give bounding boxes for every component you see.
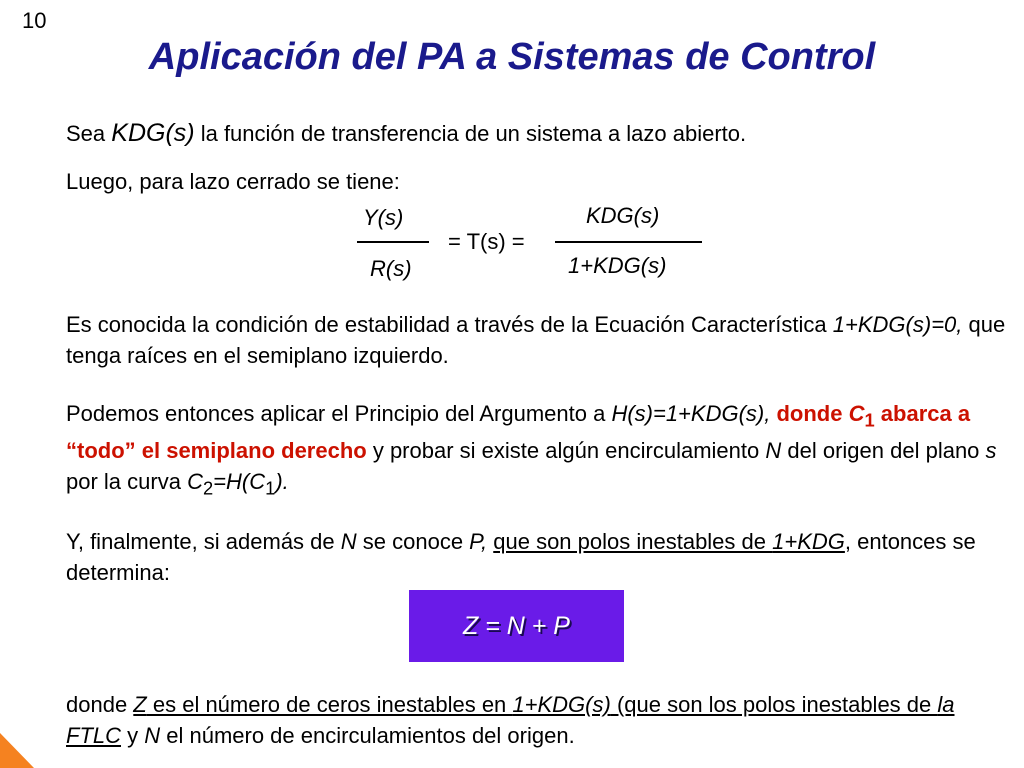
paragraph-stability (66, 309, 1011, 371)
characteristic-equation: 1+KDG(s)=0, (832, 312, 963, 337)
text: ). (275, 469, 289, 495)
text: Podemos entonces aplicar el Principio del Argumento a (66, 401, 612, 426)
text: , entonces se determina: (66, 529, 976, 585)
text: por la curva (66, 469, 188, 495)
text: Es conocida la condición de estabilidad a través de la Ecuación Característica (66, 312, 833, 337)
underlined-text: 1+KDG(s) (512, 692, 611, 717)
text: donde (776, 401, 849, 426)
contour-c1: C (848, 401, 865, 426)
symbol-n: N (144, 723, 161, 748)
symbol-p: P, (469, 529, 488, 554)
contour-c2: C (187, 469, 203, 495)
underlined-text: es el número de ceros inestables en (146, 692, 513, 717)
symbol-n: N (765, 438, 782, 464)
paragraph-closed-loop: Luego, para lazo cerrado se tiene: (66, 169, 400, 194)
nyquist-criterion-box (409, 590, 624, 662)
text: donde (66, 692, 134, 717)
fraction-bar (357, 241, 429, 243)
text: se conoce (356, 529, 470, 554)
paragraph-definition (66, 118, 1011, 149)
slide-title: Aplicación del PA a Sistemas de Control (148, 36, 876, 78)
slide-number: 10 (22, 8, 47, 33)
paragraph-definitions (66, 689, 1011, 751)
text: y (121, 723, 145, 748)
underlined-text: (que son los polos inestables de (610, 692, 938, 717)
symbol-s: s (985, 438, 997, 464)
subscript: 1 (265, 477, 276, 499)
text: que tenga raíces en el semiplano izquierdo. (66, 312, 1006, 368)
transfer-function-formula (330, 200, 730, 290)
subscript: 1 (864, 409, 875, 431)
nyquist-criterion-equation: Z = N + P (463, 611, 570, 640)
text: Sea (66, 121, 112, 146)
paragraph-argument-principle (66, 398, 1011, 504)
text: y probar si existe algún encirculamiento (366, 438, 766, 464)
paragraph-unstable-poles (66, 526, 1011, 588)
corner-decoration (0, 733, 34, 768)
text: =H(C (213, 469, 266, 495)
text: la función de transferencia de un sistema a lazo abierto. (194, 121, 747, 146)
text: Y, finalmente, si además de (66, 529, 341, 554)
text: del origen del plano (781, 438, 986, 464)
symbol-n: N (340, 529, 357, 554)
fraction-bar (555, 241, 702, 243)
formula-equals: = T(s) = (448, 229, 525, 254)
formula-numerator: KDG(s) (586, 203, 660, 228)
underlined-text: 1+KDG (772, 529, 845, 554)
underlined-text: que son polos inestables de (493, 529, 773, 554)
text: abarca a “todo” el semiplano derecho (66, 401, 971, 464)
kdg-symbol: KDG(s) (111, 119, 195, 147)
symbol-z: Z (133, 692, 147, 717)
formula-input: R(s) (370, 256, 412, 281)
underlined-text: la FTLC (66, 692, 955, 748)
h-function: H(s)=1+KDG(s), (611, 401, 771, 426)
subscript: 2 (202, 477, 214, 499)
formula-output: Y(s) (363, 205, 404, 230)
formula-denominator: 1+KDG(s) (568, 253, 667, 278)
text: el número de encirculamientos del origen. (160, 723, 575, 748)
